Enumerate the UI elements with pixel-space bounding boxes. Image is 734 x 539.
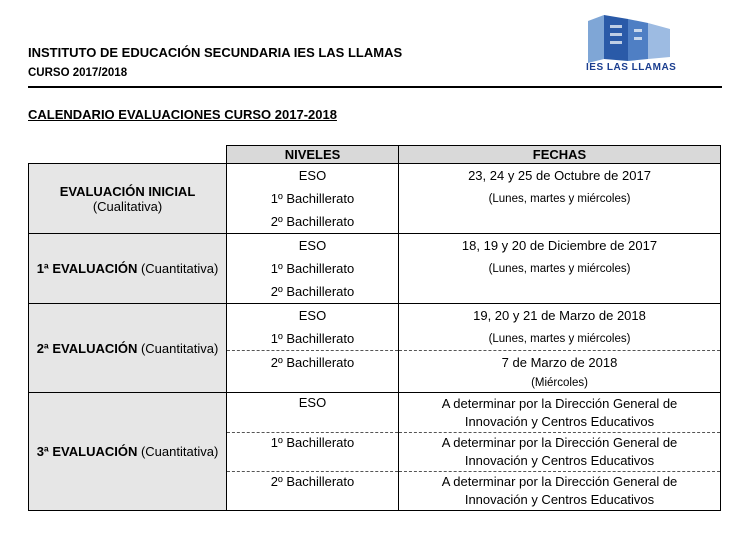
level-bach2: 2º Bachillerato — [227, 280, 399, 304]
ev3-subtitle: (Cuantitativa) — [140, 444, 219, 459]
ev2-date-bach2: 7 de Marzo de 2018 — [399, 351, 721, 375]
ev3-eso-line2: Innovación y Centros Educativos — [464, 413, 655, 429]
ev1-title: 1ª EVALUACIÓN — [36, 261, 138, 276]
logo-text: IES LAS LLAMAS — [586, 62, 677, 73]
ev2-days: (Lunes, martes y miércoles) — [399, 327, 721, 351]
ev2-label — [29, 304, 227, 393]
header-fechas: FECHAS — [399, 146, 721, 164]
ev1-label — [29, 234, 227, 304]
level-bach1: 1º Bachillerato — [227, 327, 399, 351]
inicial-days: (Lunes, martes y miércoles) — [399, 187, 721, 210]
table-row — [29, 234, 721, 258]
level-bach2: 2º Bachillerato — [227, 210, 399, 234]
ev2-days-bach2: (Miércoles) — [399, 374, 721, 393]
ev2-date: 19, 20 y 21 de Marzo de 2018 — [399, 304, 721, 328]
ev3-bach2-date — [399, 472, 721, 511]
level-eso: ESO — [227, 164, 399, 188]
ev3-eso-date — [399, 393, 721, 433]
ev3-eso-line1: A determinar por la Dirección General de — [441, 395, 678, 411]
level-bach1: 1º Bachillerato — [227, 187, 399, 210]
table-header-row — [29, 146, 721, 164]
inicial-date: 23, 24 y 25 de Octubre de 2017 — [399, 164, 721, 188]
ev2-title: 2ª EVALUACIÓN — [36, 340, 138, 356]
school-name: INSTITUTO DE EDUCACIÓN SECUNDARIA IES LAS LLAMAS — [28, 45, 403, 60]
evaluations-table — [28, 145, 721, 511]
ev1-subtitle: (Cuantitativa) — [140, 261, 219, 276]
ev2-subtitle: (Cuantitativa) — [140, 340, 219, 356]
ev3-label — [29, 393, 227, 511]
inicial-subtitle: (Cualitativa) — [92, 198, 163, 214]
level-eso: ESO — [227, 234, 399, 258]
table-row — [29, 164, 721, 188]
level-bach2: 2º Bachillerato — [227, 472, 399, 511]
ev3-bach2-line1: A determinar por la Dirección General de — [441, 474, 678, 489]
level-bach1: 1º Bachillerato — [227, 433, 399, 472]
inicial-title: EVALUACIÓN INICIAL — [59, 183, 196, 199]
table-row — [29, 304, 721, 328]
inicial-label — [29, 164, 227, 234]
table-row — [29, 393, 721, 433]
ev3-title: 3ª EVALUACIÓN — [36, 444, 138, 459]
header-divider — [28, 86, 722, 88]
ev1-date: 18, 19 y 20 de Diciembre de 2017 — [399, 234, 721, 258]
header-niveles: NIVELES — [227, 146, 399, 164]
course-label: CURSO 2017/2018 — [28, 67, 128, 79]
level-bach1: 1º Bachillerato — [227, 257, 399, 280]
calendar-title: CALENDARIO EVALUACIONES CURSO 2017-2018 — [28, 107, 337, 122]
ev3-bach1-line1: A determinar por la Dirección General de — [441, 435, 678, 450]
ev3-bach1-line2: Innovación y Centros Educativos — [464, 453, 655, 468]
ev1-days: (Lunes, martes y miércoles) — [399, 257, 721, 280]
ev3-bach2-line2: Innovación y Centros Educativos — [464, 492, 655, 507]
ev3-bach1-date — [399, 433, 721, 472]
level-eso: ESO — [227, 393, 399, 433]
level-bach2: 2º Bachillerato — [227, 351, 399, 375]
level-eso: ESO — [227, 304, 399, 328]
